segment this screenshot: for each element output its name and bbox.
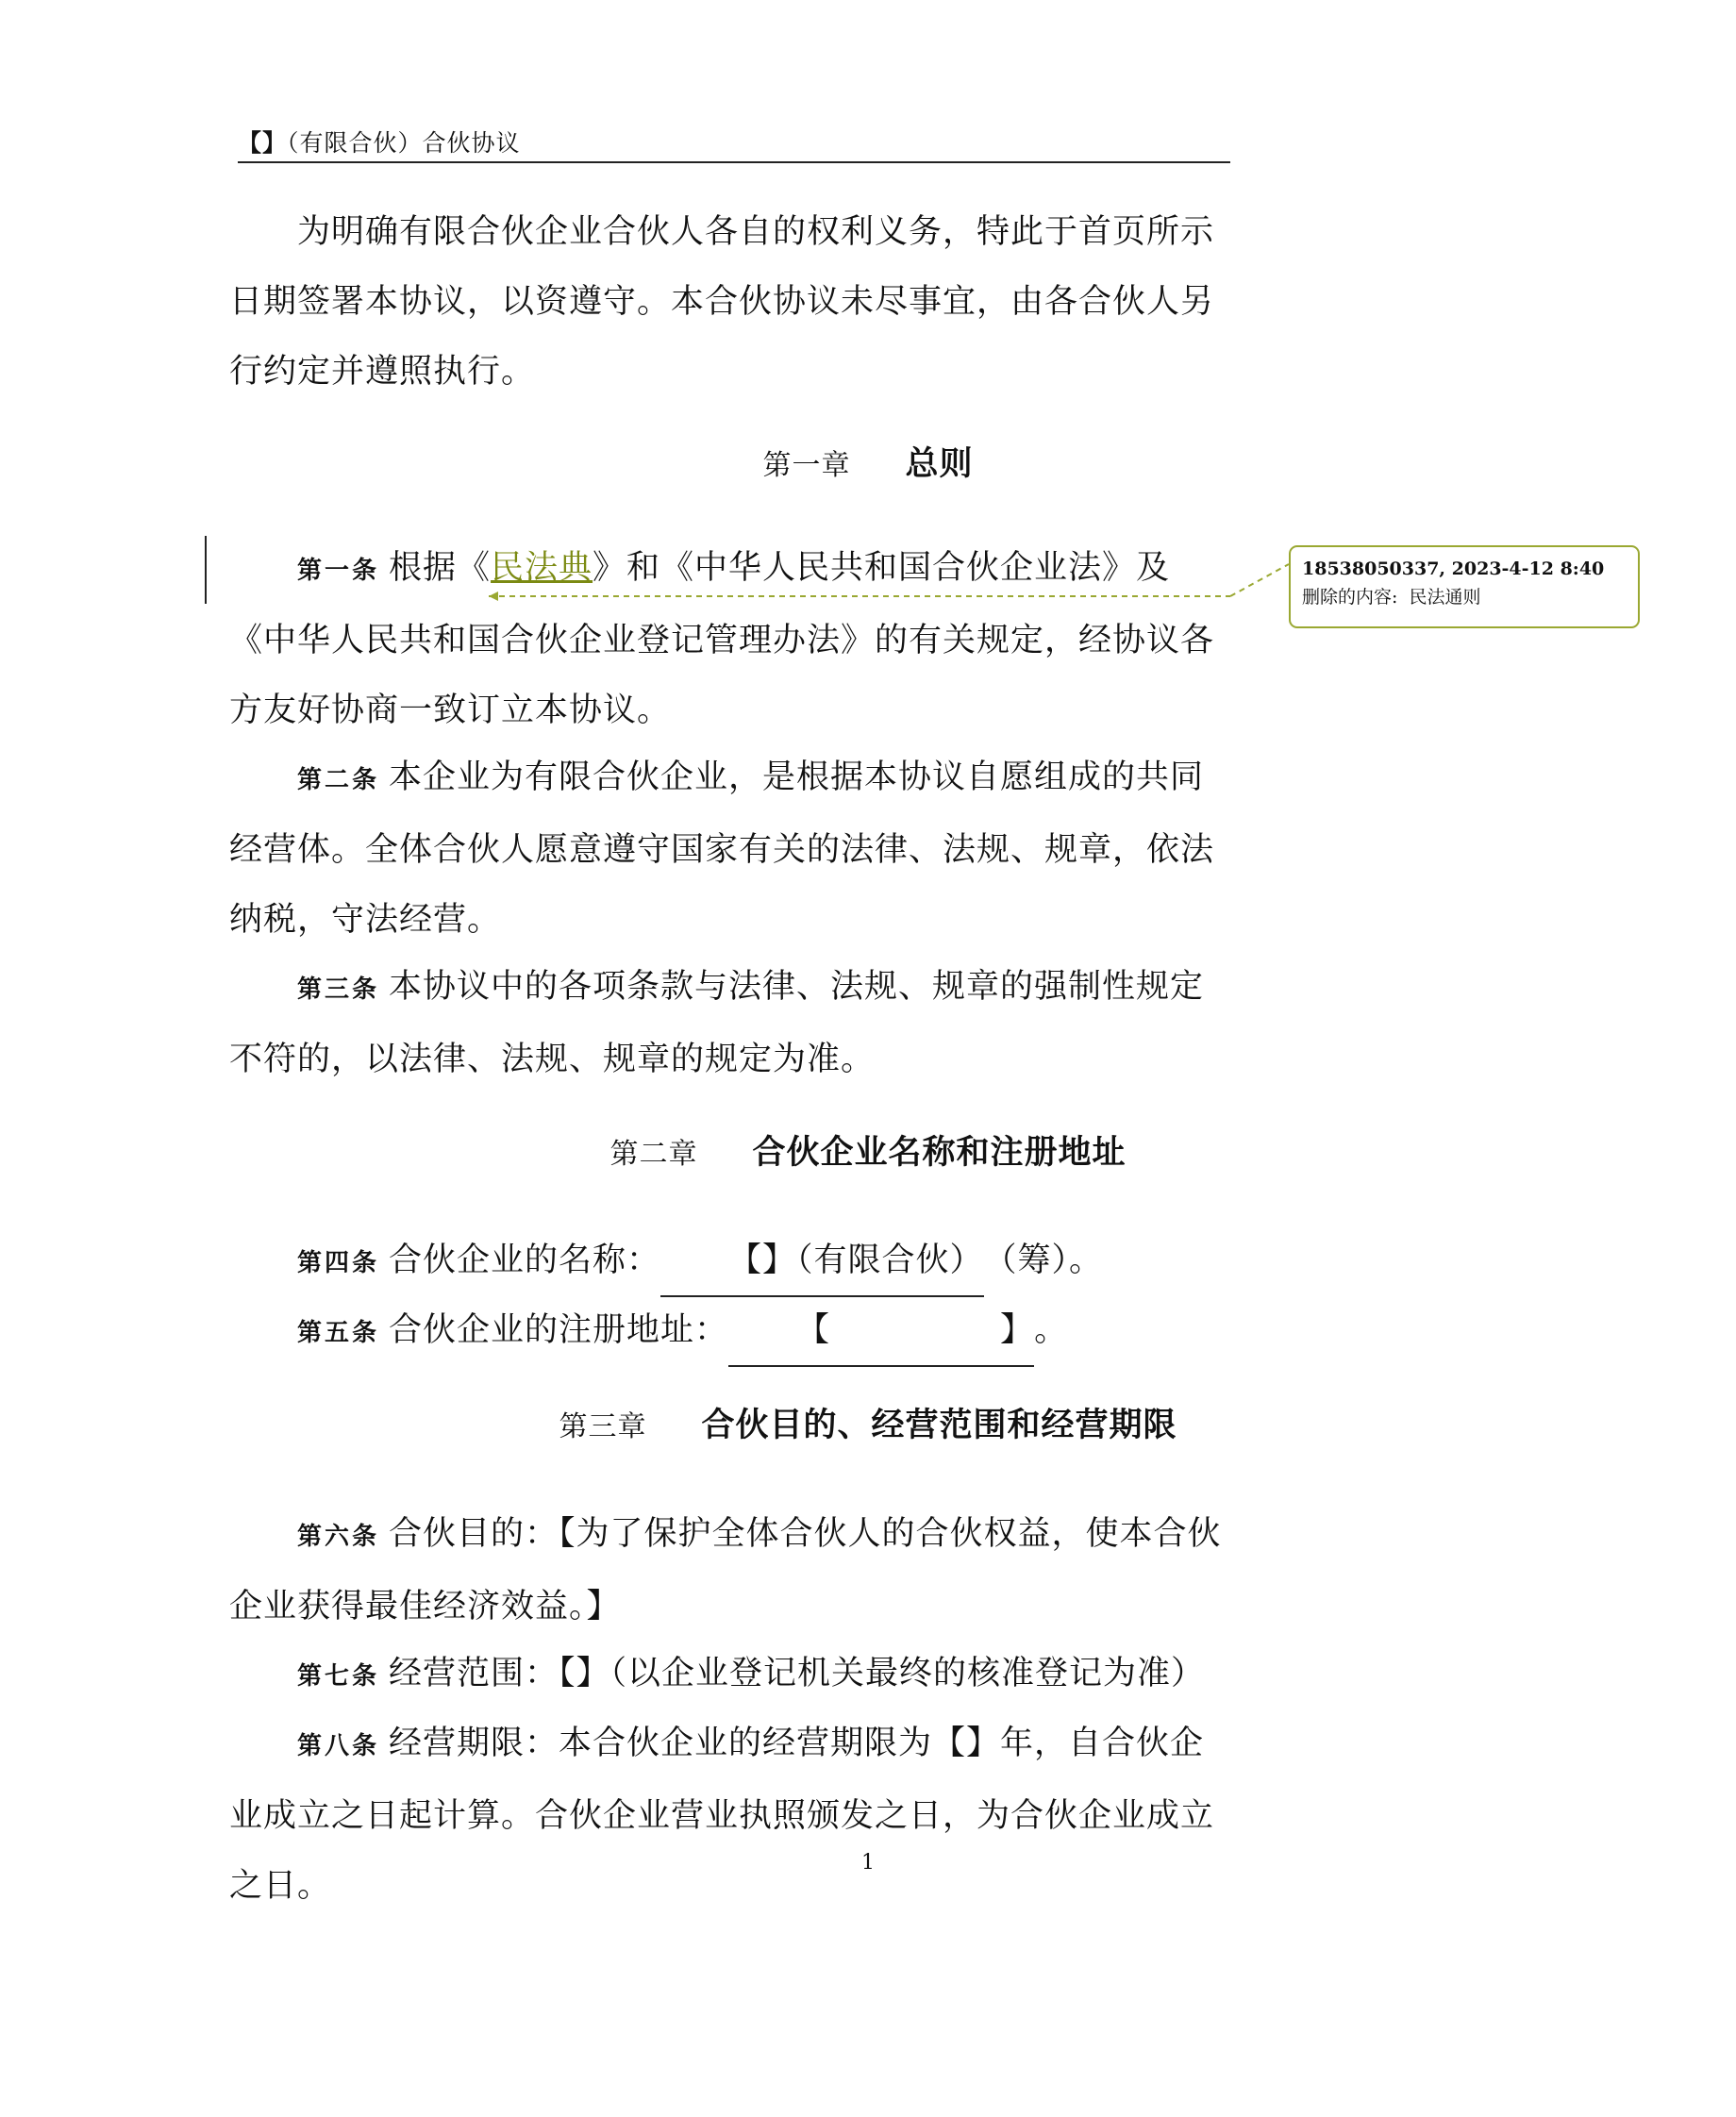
comment-balloon[interactable] (1289, 545, 1640, 628)
article-5-text-after: 。 (1034, 1311, 1069, 1349)
article-3-text: 本协议中的各项条款与法律、法规、规章的强制性规定不符的，以法律、法规、规章的规定为准。 (229, 968, 1205, 1078)
article-1-label: 第一条 (297, 557, 380, 585)
comment-deleted-text: 民法通则 (1409, 587, 1481, 608)
article-2-text: 本企业为有限合伙企业，是根据本协议自愿组成的共同经营体。全体合伙人愿意遵守国家有关的法律、法规、规章，依法纳税，守法经营。 (229, 758, 1215, 939)
chapter-1-title: 总则 (905, 444, 974, 483)
comment-label: 删除的内容: (1302, 587, 1398, 608)
article-2-label: 第二条 (297, 766, 380, 794)
chapter-2-number: 第二章 (609, 1138, 698, 1171)
article-7-text: 经营范围：【】（以企业登记机关最终的核准登记为准） (389, 1655, 1206, 1692)
article-5-label: 第五条 (297, 1319, 380, 1347)
article-8-text: 经营期限：本合伙企业的经营期限为【】年，自合伙企业成立之日起计算。合伙企业营业执照颁发之日，为合伙企业成立之日。 (229, 1725, 1215, 1905)
article-6-label: 第六条 (297, 1523, 380, 1551)
header-bracket: 【】 (238, 129, 288, 157)
comment-meta: 18538050337, 2023-4-12 8:40 (1302, 558, 1605, 579)
chapter-2-title: 合伙企业名称和注册地址 (752, 1133, 1127, 1172)
address-open-bracket: 【 (796, 1311, 831, 1349)
address-close-bracket: 】 (1000, 1311, 1035, 1349)
article-8-label: 第八条 (297, 1732, 380, 1760)
company-name-field: 【】（有限合伙） (660, 1225, 984, 1297)
intro-paragraph: 为明确有限合伙企业合伙人各自的权利义务，特此于首页所示日期签署本协议，以资遵守。本合伙协议未尽事宜，由各合伙人另行约定并遵照执行。 (229, 213, 1215, 391)
article-7-label: 第七条 (297, 1662, 380, 1691)
chapter-1-number: 第一章 (762, 449, 851, 482)
article-1-text-after: 》和《中华人民共和国合伙企业法》及《中华人民共和国合伙企业登记管理办法》的有关规定，经协议各方友好协商一致订立本协议。 (229, 549, 1215, 729)
header-title: （有限合伙）合伙协议 (287, 129, 521, 157)
article-3-label: 第三条 (297, 975, 380, 1004)
tracked-insertion[interactable]: 民法典 (491, 549, 593, 587)
comment-body (1302, 583, 1627, 611)
article-1-text-before: 根据《 (389, 549, 492, 587)
chapter-3-number: 第三章 (559, 1410, 647, 1443)
article-6-text: 合伙目的：【为了保护全体合伙人的合伙权益，使本合伙企业获得最佳经济效益。】 (229, 1515, 1222, 1625)
article-4-label: 第四条 (297, 1249, 380, 1277)
page-number: 1 (861, 1851, 875, 1875)
article-4-text-after: （筹）。 (983, 1242, 1104, 1279)
chapter-3-title: 合伙目的、经营范围和经营期限 (701, 1406, 1177, 1444)
article-5-text: 合伙企业的注册地址： (389, 1311, 729, 1349)
article-4-text: 合伙企业的名称： (389, 1242, 661, 1279)
